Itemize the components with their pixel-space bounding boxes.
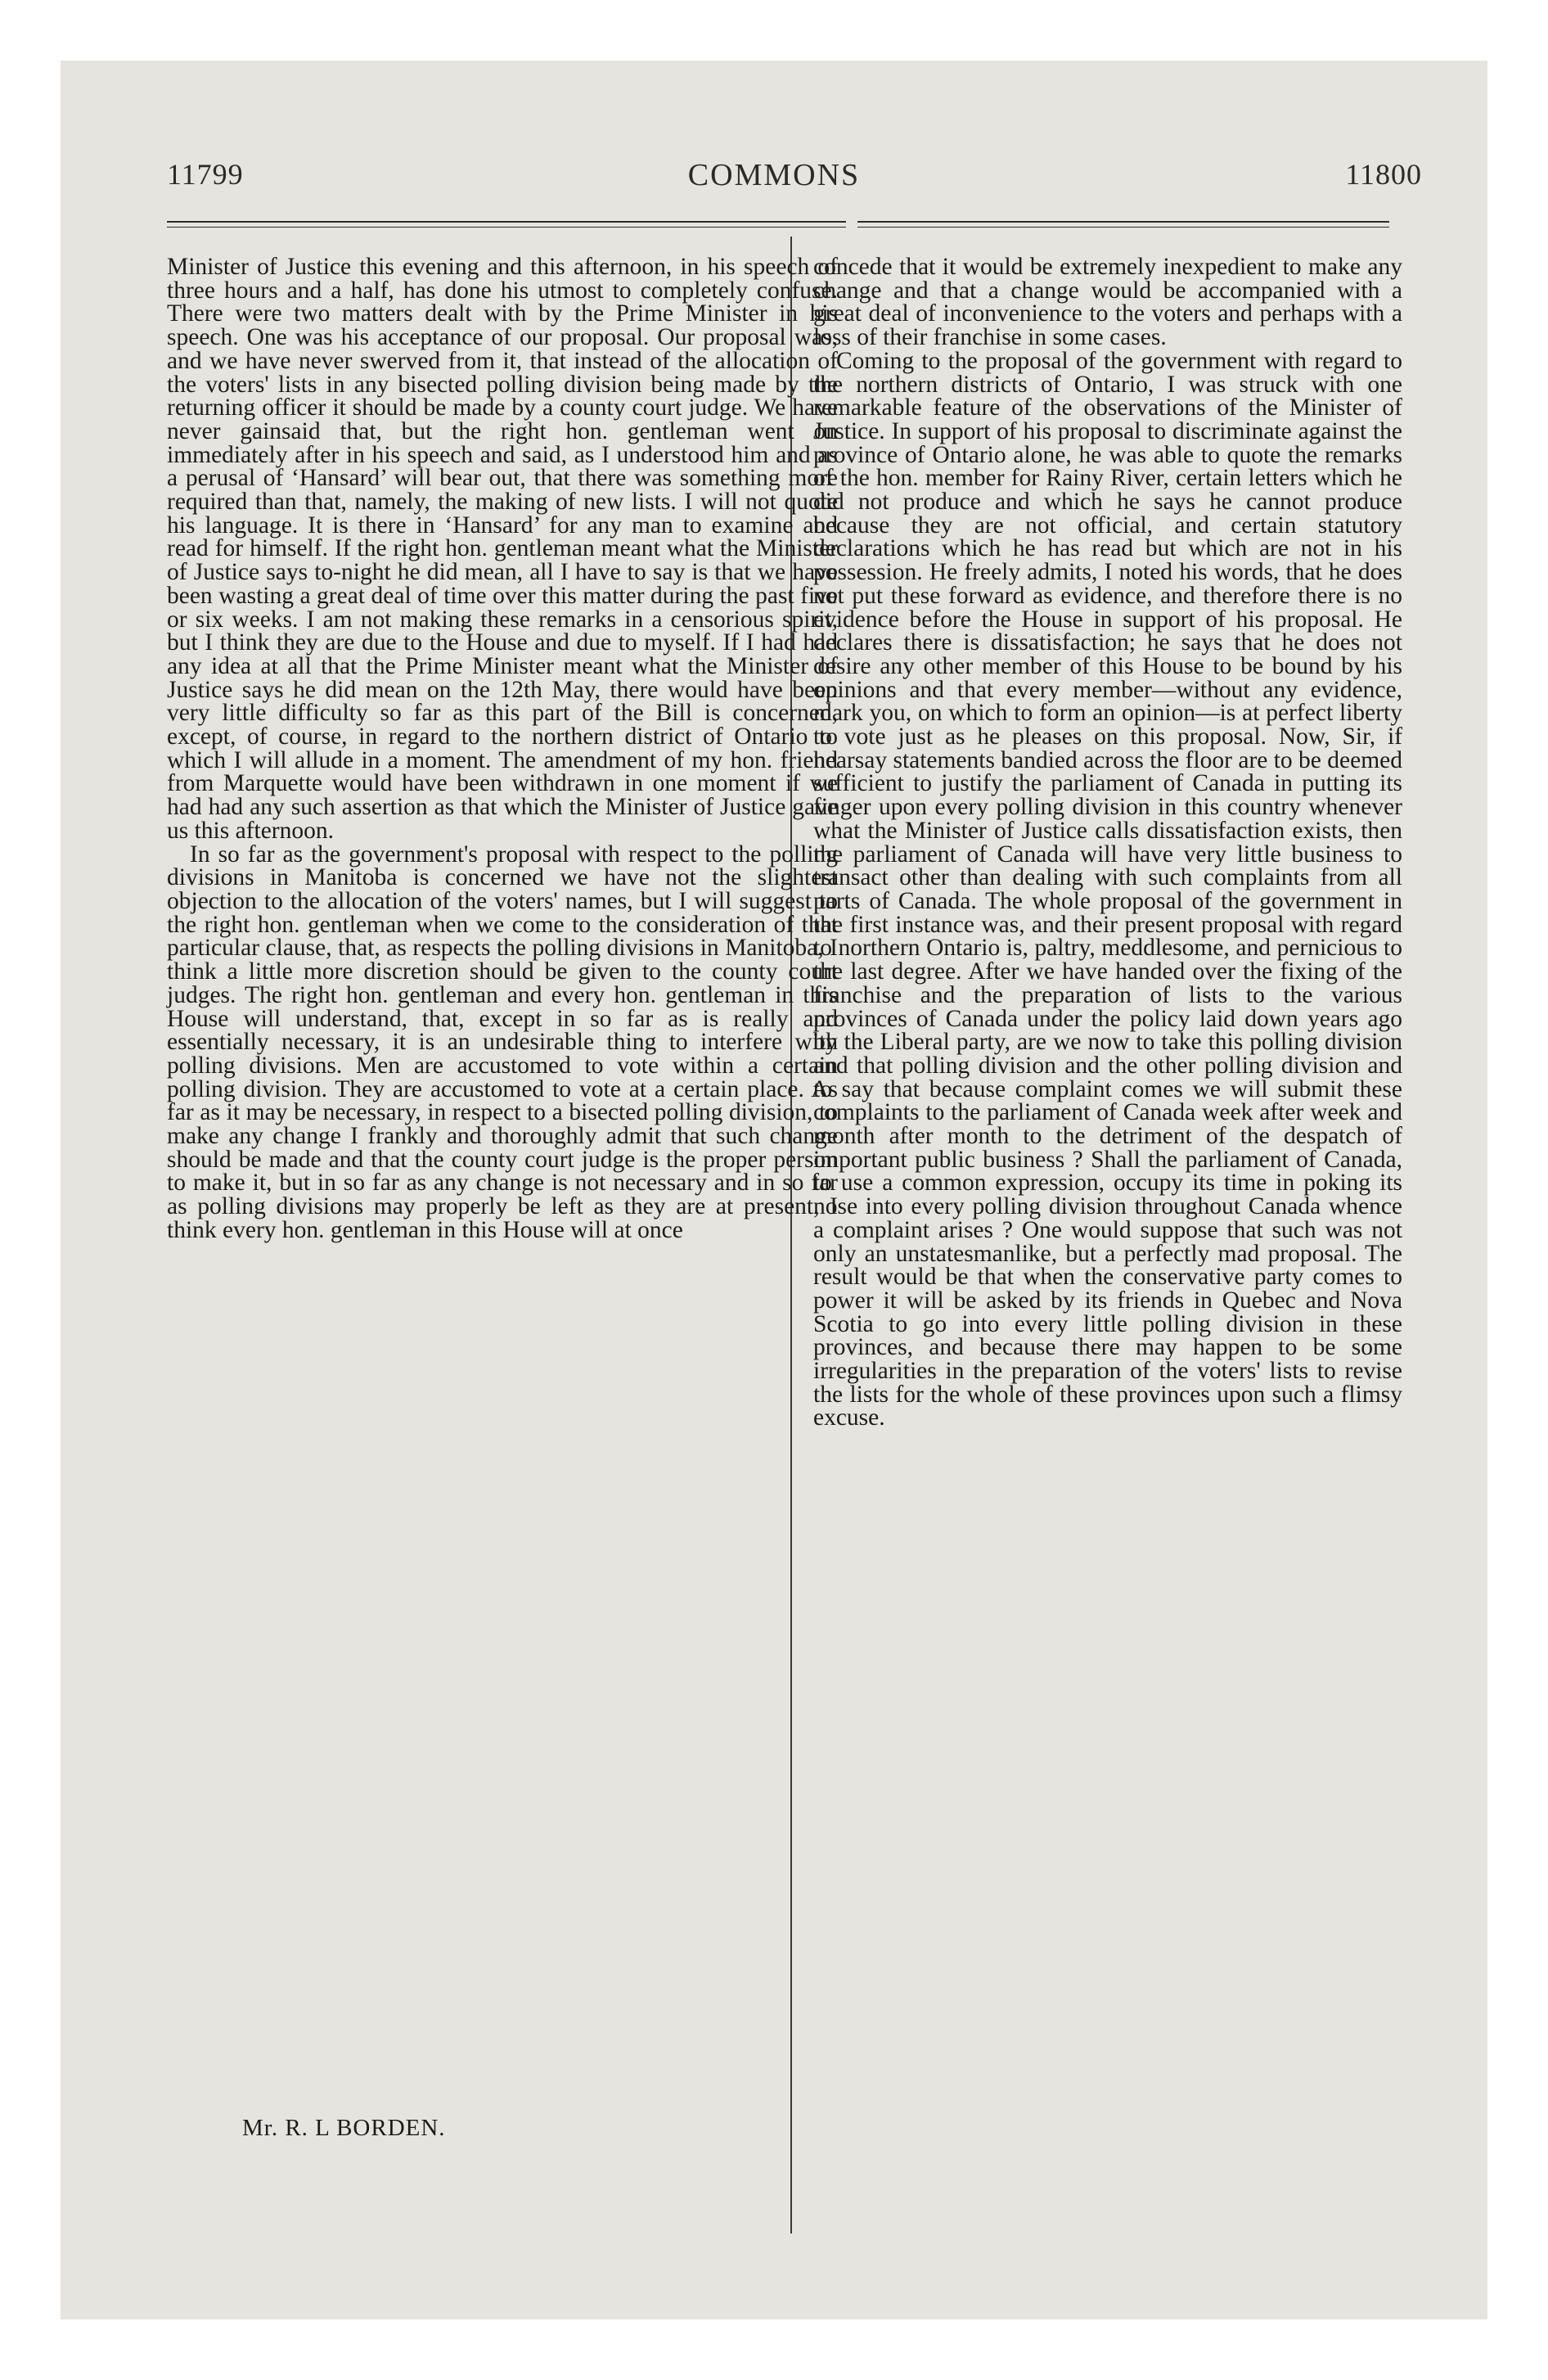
left-paragraph-1: Minister of Justice this evening and this afternoon, in his speech of three hours and a half, has done his utmost to completely confuse. There were two matters dealt with by the Prime Minister in his speech. One was his acceptance of our proposal. Our proposal was, and we have never swerved from it, that instead of the allocation of the voters' lists in any bisected polling division being made by the returning officer it should be made by a county court judge. We have never gainsaid that, but the right hon. gentleman went on immediately after in his speech and said, as I understood him and as a perusal of ‘Hansard’ will bear out, that there was something more required than that, namely, the making of new lists. I will not quote his language. It is there in ‘Hansard’ for any man to examine and read for himself. If the right hon. gentleman meant what the Minister of Justice says to-night he did mean, all I have to say is that we have been wasting a great deal of time over this matter during the past five or six weeks. I am not making these remarks in a censorious spirit, but I think they are due to the House and due to myself. If I had had any idea at all that the Prime Minister meant what the Minister of Justice says he did mean on the 12th May, there would have been very little difficulty so far as this part of the Bill is concerned, except, of course, in regard to the northern district of Ontario to which I will allude in a moment. The amendment of my hon. friend from Marquette would have been withdrawn in one moment if we had had any such assertion as that which the Minister of Justice gave us this afternoon. <box>167 254 838 844</box>
page-number-right: 11800 <box>1345 158 1422 191</box>
speaker-signature: Mr. R. L BORDEN. <box>242 2115 446 2141</box>
page-header <box>61 157 1487 206</box>
left-paragraph-2: In so far as the government's proposal with respect to the polling divisions in Manitoba is concerned we have not the slightest objection to the allocation of the voters' names, but I will suggest to the right hon. gentleman when we come to the consideration of that particular clause, that, as respects the polling divisions in Manitoba, I think a little more discretion should be given to the county court judges. The right hon. gentleman and every hon. gentleman in this House will understand, that, except in so far as is really and essentially necessary, it is an undesirable thing to interfere with polling divisions. Men are accustomed to vote within a certain polling division. They are accustomed to vote at a certain place. As far as it may be necessary, in respect to a bisected polling division, to make any change I frankly and thoroughly admit that such change should be made and that the county court judge is the proper person to make it, but in so far as any change is not necessary and in so far as polling divisions may properly be left as they are at present, I think every hon. gentleman in this House will at once <box>167 841 838 1243</box>
header-rule-left <box>167 221 846 223</box>
header-rule-left-thin <box>167 227 846 228</box>
scanned-page <box>61 61 1487 2319</box>
right-column <box>813 255 1402 1430</box>
header-rule-right <box>857 221 1389 223</box>
page-number-left: 11799 <box>167 158 244 191</box>
left-column <box>167 255 838 1242</box>
header-rule-right-thin <box>857 227 1389 228</box>
right-paragraph-1: concede that it would be extremely inexpedient to make any change and that a change would be accompanied with a great deal of inconvenience to the voters and perhaps with a loss of their franchise in some cases. <box>813 254 1402 351</box>
right-paragraph-2: Coming to the proposal of the government with regard to the northern districts of Ontario, I was struck with one remarkable feature of the observations of the Minister of Justice. In support of his proposal to discriminate against the province of Ontario alone, he was able to quote the remarks of the hon. member for Rainy River, certain letters which he did not produce and which he says he cannot produce because they are not official, and certain statutory declarations which he has read but which are not in his possession. He freely admits, I noted his words, that he does not put these forward as evidence, and therefore there is no evidence before the House in support of his proposal. He declares there is dissatisfaction; he says that he does not desire any other member of this House to be bound by his opinions and that every member—without any evidence, mark you, on which to form an opinion—is at perfect liberty to vote just as he pleases on this proposal. Now, Sir, if hearsay statements bandied across the floor are to be deemed sufficient to justify the parliament of Canada in putting its finger upon every polling division in this country whenever what the Minister of Justice calls dissatisfaction exists, then the parliament of Canada will have very little business to transact other than dealing with such complaints from all parts of Canada. The whole proposal of the government in the first instance was, and their present proposal with regard to northern Ontario is, paltry, meddlesome, and pernicious to the last degree. After we have handed over the fixing of the franchise and the preparation of lists to the various provinces of Canada under the policy laid down years ago by the Liberal party, are we now to take this polling division and that polling division and the other polling division and to say that because complaint comes we will submit these complaints to the parliament of Canada week after week and month after month to the detriment of the despatch of important public business ? Shall the parliament of Canada, to use a common expression, occupy its time in poking its nose into every polling division throughout Canada whence a complaint arises ? One would suppose that such was not only an unstatesmanlike, but a perfectly mad proposal. The result would be that when the conservative party comes to power it will be asked by its friends in Quebec and Nova Scotia to go into every little polling division in these provinces, and because there may happen to be some irregularities in the preparation of the voters' lists to revise the lists for the whole of these provinces upon such a flimsy excuse. <box>813 347 1402 1431</box>
running-head: COMMONS <box>687 158 861 192</box>
